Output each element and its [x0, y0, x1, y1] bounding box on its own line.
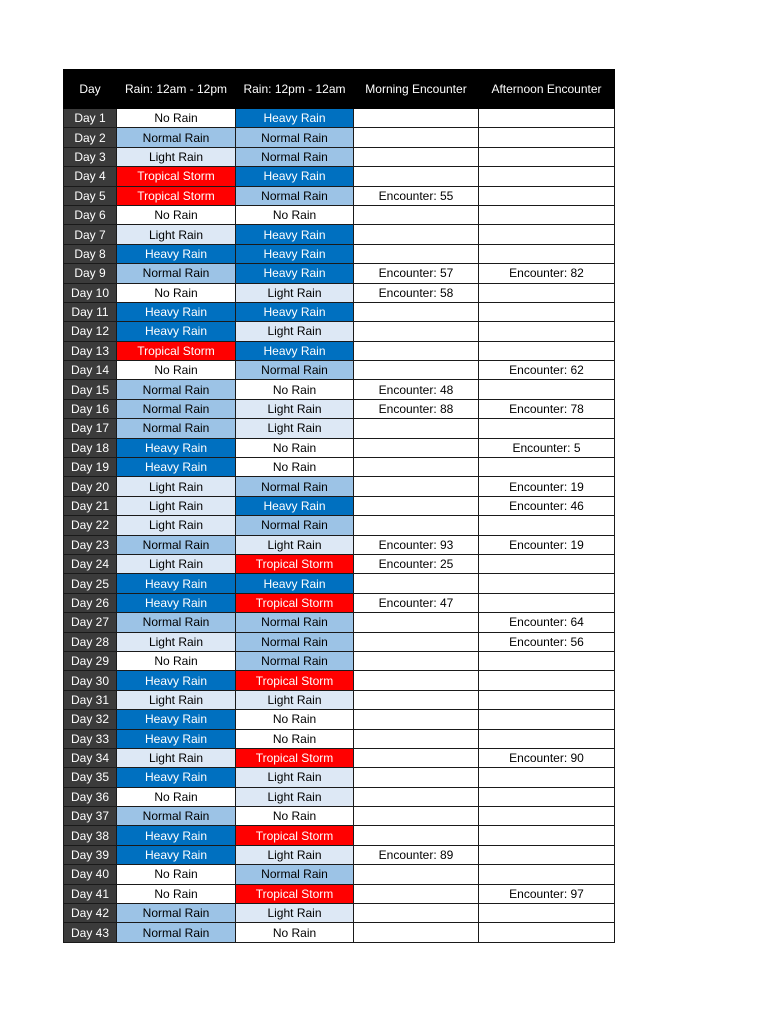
afternoon-encounter-cell — [479, 807, 615, 826]
rain-morning-cell: Heavy Rain — [117, 244, 236, 263]
afternoon-encounter-cell: Encounter: 19 — [479, 477, 615, 496]
day-cell: Day 23 — [64, 535, 117, 554]
table-row — [64, 264, 615, 283]
afternoon-encounter-cell — [479, 710, 615, 729]
afternoon-encounter-cell — [479, 167, 615, 186]
table-row — [64, 845, 615, 864]
afternoon-encounter-cell — [479, 225, 615, 244]
rain-morning-cell: Light Rain — [117, 496, 236, 515]
table-row — [64, 361, 615, 380]
table-row — [64, 651, 615, 670]
morning-encounter-cell — [354, 826, 479, 845]
rain-morning-cell: Light Rain — [117, 554, 236, 573]
header-morning-encounter: Morning Encounter — [354, 70, 479, 109]
table-row — [64, 458, 615, 477]
rain-afternoon-cell: No Rain — [236, 458, 354, 477]
morning-encounter-cell — [354, 884, 479, 903]
rain-morning-cell: Heavy Rain — [117, 729, 236, 748]
day-cell: Day 12 — [64, 322, 117, 341]
header-day: Day — [64, 70, 117, 109]
table-row — [64, 554, 615, 573]
rain-afternoon-cell: Normal Rain — [236, 477, 354, 496]
day-cell: Day 38 — [64, 826, 117, 845]
afternoon-encounter-cell — [479, 380, 615, 399]
rain-morning-cell: Normal Rain — [117, 535, 236, 554]
day-cell: Day 25 — [64, 574, 117, 593]
day-cell: Day 27 — [64, 613, 117, 632]
table-row — [64, 109, 615, 128]
rain-morning-cell: Normal Rain — [117, 128, 236, 147]
day-cell: Day 39 — [64, 845, 117, 864]
rain-afternoon-cell: Light Rain — [236, 419, 354, 438]
day-cell: Day 17 — [64, 419, 117, 438]
rain-afternoon-cell: Normal Rain — [236, 128, 354, 147]
weather-encounter-table — [63, 69, 615, 943]
rain-afternoon-cell: Heavy Rain — [236, 244, 354, 263]
day-cell: Day 6 — [64, 205, 117, 224]
day-cell: Day 29 — [64, 651, 117, 670]
table-row — [64, 128, 615, 147]
table-row — [64, 302, 615, 321]
afternoon-encounter-cell — [479, 419, 615, 438]
morning-encounter-cell — [354, 458, 479, 477]
rain-morning-cell: Tropical Storm — [117, 341, 236, 360]
afternoon-encounter-cell — [479, 593, 615, 612]
rain-afternoon-cell: Light Rain — [236, 768, 354, 787]
afternoon-encounter-cell — [479, 283, 615, 302]
day-cell: Day 42 — [64, 904, 117, 923]
rain-morning-cell: Heavy Rain — [117, 826, 236, 845]
rain-afternoon-cell: No Rain — [236, 729, 354, 748]
day-cell: Day 43 — [64, 923, 117, 942]
rain-morning-cell: Normal Rain — [117, 904, 236, 923]
morning-encounter-cell — [354, 690, 479, 709]
rain-afternoon-cell: Heavy Rain — [236, 109, 354, 128]
rain-morning-cell: Normal Rain — [117, 923, 236, 942]
morning-encounter-cell: Encounter: 48 — [354, 380, 479, 399]
table-row — [64, 574, 615, 593]
rain-afternoon-cell: Normal Rain — [236, 147, 354, 166]
afternoon-encounter-cell: Encounter: 46 — [479, 496, 615, 515]
morning-encounter-cell — [354, 613, 479, 632]
rain-afternoon-cell: Light Rain — [236, 322, 354, 341]
day-cell: Day 24 — [64, 554, 117, 573]
morning-encounter-cell: Encounter: 89 — [354, 845, 479, 864]
morning-encounter-cell — [354, 302, 479, 321]
morning-encounter-cell — [354, 710, 479, 729]
rain-morning-cell: No Rain — [117, 787, 236, 806]
afternoon-encounter-cell — [479, 768, 615, 787]
afternoon-encounter-cell: Encounter: 56 — [479, 632, 615, 651]
rain-morning-cell: Heavy Rain — [117, 574, 236, 593]
morning-encounter-cell — [354, 632, 479, 651]
table-row — [64, 807, 615, 826]
header-rain-afternoon: Rain: 12pm - 12am — [236, 70, 354, 109]
morning-encounter-cell — [354, 904, 479, 923]
table-row — [64, 186, 615, 205]
afternoon-encounter-cell — [479, 651, 615, 670]
afternoon-encounter-cell: Encounter: 5 — [479, 438, 615, 457]
day-cell: Day 35 — [64, 768, 117, 787]
afternoon-encounter-cell — [479, 109, 615, 128]
day-cell: Day 28 — [64, 632, 117, 651]
morning-encounter-cell — [354, 787, 479, 806]
table-row — [64, 904, 615, 923]
morning-encounter-cell: Encounter: 93 — [354, 535, 479, 554]
table-row — [64, 167, 615, 186]
rain-afternoon-cell: Heavy Rain — [236, 225, 354, 244]
table-row — [64, 322, 615, 341]
rain-afternoon-cell: No Rain — [236, 205, 354, 224]
afternoon-encounter-cell — [479, 923, 615, 942]
afternoon-encounter-cell — [479, 729, 615, 748]
table-row — [64, 593, 615, 612]
day-cell: Day 11 — [64, 302, 117, 321]
table-row — [64, 768, 615, 787]
rain-morning-cell: Normal Rain — [117, 380, 236, 399]
rain-morning-cell: Heavy Rain — [117, 710, 236, 729]
table-row — [64, 477, 615, 496]
afternoon-encounter-cell — [479, 458, 615, 477]
rain-morning-cell: Light Rain — [117, 147, 236, 166]
morning-encounter-cell — [354, 438, 479, 457]
day-cell: Day 36 — [64, 787, 117, 806]
rain-morning-cell: Normal Rain — [117, 419, 236, 438]
afternoon-encounter-cell: Encounter: 64 — [479, 613, 615, 632]
afternoon-encounter-cell — [479, 205, 615, 224]
day-cell: Day 20 — [64, 477, 117, 496]
table-row — [64, 419, 615, 438]
rain-afternoon-cell: Normal Rain — [236, 613, 354, 632]
morning-encounter-cell — [354, 225, 479, 244]
table-row — [64, 283, 615, 302]
table-row — [64, 826, 615, 845]
rain-afternoon-cell: Tropical Storm — [236, 593, 354, 612]
rain-morning-cell: Light Rain — [117, 748, 236, 767]
afternoon-encounter-cell — [479, 128, 615, 147]
day-cell: Day 10 — [64, 283, 117, 302]
day-cell: Day 5 — [64, 186, 117, 205]
morning-encounter-cell — [354, 671, 479, 690]
rain-morning-cell: Heavy Rain — [117, 593, 236, 612]
afternoon-encounter-cell — [479, 302, 615, 321]
table-row — [64, 632, 615, 651]
rain-morning-cell: No Rain — [117, 865, 236, 884]
day-cell: Day 14 — [64, 361, 117, 380]
rain-morning-cell: No Rain — [117, 884, 236, 903]
morning-encounter-cell — [354, 865, 479, 884]
morning-encounter-cell — [354, 341, 479, 360]
afternoon-encounter-cell: Encounter: 82 — [479, 264, 615, 283]
rain-afternoon-cell: Tropical Storm — [236, 748, 354, 767]
rain-afternoon-cell: Tropical Storm — [236, 671, 354, 690]
afternoon-encounter-cell — [479, 516, 615, 535]
rain-morning-cell: Light Rain — [117, 225, 236, 244]
day-cell: Day 19 — [64, 458, 117, 477]
afternoon-encounter-cell — [479, 574, 615, 593]
table-row — [64, 690, 615, 709]
table-row — [64, 748, 615, 767]
rain-morning-cell: No Rain — [117, 361, 236, 380]
table-row — [64, 923, 615, 942]
rain-morning-cell: Normal Rain — [117, 399, 236, 418]
morning-encounter-cell — [354, 322, 479, 341]
rain-morning-cell: Heavy Rain — [117, 322, 236, 341]
rain-afternoon-cell: Heavy Rain — [236, 496, 354, 515]
header-rain-morning: Rain: 12am - 12pm — [117, 70, 236, 109]
day-cell: Day 32 — [64, 710, 117, 729]
rain-afternoon-cell: No Rain — [236, 438, 354, 457]
table-row — [64, 710, 615, 729]
rain-afternoon-cell: No Rain — [236, 710, 354, 729]
morning-encounter-cell — [354, 361, 479, 380]
afternoon-encounter-cell: Encounter: 62 — [479, 361, 615, 380]
day-cell: Day 4 — [64, 167, 117, 186]
rain-afternoon-cell: Normal Rain — [236, 516, 354, 535]
header-afternoon-encounter: Afternoon Encounter — [479, 70, 615, 109]
afternoon-encounter-cell — [479, 322, 615, 341]
afternoon-encounter-cell — [479, 147, 615, 166]
rain-afternoon-cell: Heavy Rain — [236, 302, 354, 321]
rain-afternoon-cell: Heavy Rain — [236, 167, 354, 186]
morning-encounter-cell — [354, 147, 479, 166]
rain-afternoon-cell: Light Rain — [236, 904, 354, 923]
day-cell: Day 16 — [64, 399, 117, 418]
morning-encounter-cell — [354, 768, 479, 787]
rain-morning-cell: No Rain — [117, 205, 236, 224]
morning-encounter-cell — [354, 477, 479, 496]
rain-afternoon-cell: Light Rain — [236, 787, 354, 806]
day-cell: Day 21 — [64, 496, 117, 515]
afternoon-encounter-cell — [479, 554, 615, 573]
rain-afternoon-cell: Normal Rain — [236, 651, 354, 670]
afternoon-encounter-cell — [479, 186, 615, 205]
table-row — [64, 865, 615, 884]
morning-encounter-cell — [354, 167, 479, 186]
morning-encounter-cell: Encounter: 25 — [354, 554, 479, 573]
header-row — [64, 70, 615, 109]
rain-morning-cell: Normal Rain — [117, 613, 236, 632]
rain-afternoon-cell: Light Rain — [236, 283, 354, 302]
rain-morning-cell: Heavy Rain — [117, 845, 236, 864]
table-row — [64, 205, 615, 224]
day-cell: Day 22 — [64, 516, 117, 535]
afternoon-encounter-cell — [479, 787, 615, 806]
day-cell: Day 15 — [64, 380, 117, 399]
rain-afternoon-cell: Heavy Rain — [236, 341, 354, 360]
table-row — [64, 671, 615, 690]
rain-afternoon-cell: Tropical Storm — [236, 554, 354, 573]
rain-morning-cell: Light Rain — [117, 690, 236, 709]
table-body — [64, 109, 615, 943]
afternoon-encounter-cell — [479, 865, 615, 884]
rain-afternoon-cell: No Rain — [236, 923, 354, 942]
table-row — [64, 399, 615, 418]
afternoon-encounter-cell: Encounter: 19 — [479, 535, 615, 554]
table-row — [64, 438, 615, 457]
rain-afternoon-cell: Normal Rain — [236, 361, 354, 380]
day-cell: Day 3 — [64, 147, 117, 166]
rain-morning-cell: Tropical Storm — [117, 186, 236, 205]
table-row — [64, 244, 615, 263]
rain-afternoon-cell: Tropical Storm — [236, 884, 354, 903]
day-cell: Day 34 — [64, 748, 117, 767]
rain-afternoon-cell: Light Rain — [236, 535, 354, 554]
rain-morning-cell: Tropical Storm — [117, 167, 236, 186]
day-cell: Day 26 — [64, 593, 117, 612]
day-cell: Day 8 — [64, 244, 117, 263]
morning-encounter-cell — [354, 651, 479, 670]
afternoon-encounter-cell — [479, 671, 615, 690]
day-cell: Day 9 — [64, 264, 117, 283]
rain-morning-cell: Heavy Rain — [117, 768, 236, 787]
day-cell: Day 33 — [64, 729, 117, 748]
afternoon-encounter-cell: Encounter: 97 — [479, 884, 615, 903]
table-row — [64, 496, 615, 515]
day-cell: Day 31 — [64, 690, 117, 709]
rain-morning-cell: No Rain — [117, 651, 236, 670]
day-cell: Day 7 — [64, 225, 117, 244]
table-row — [64, 729, 615, 748]
afternoon-encounter-cell — [479, 244, 615, 263]
morning-encounter-cell: Encounter: 88 — [354, 399, 479, 418]
day-cell: Day 2 — [64, 128, 117, 147]
rain-morning-cell: Light Rain — [117, 516, 236, 535]
table-row — [64, 787, 615, 806]
morning-encounter-cell — [354, 128, 479, 147]
afternoon-encounter-cell — [479, 904, 615, 923]
rain-afternoon-cell: No Rain — [236, 807, 354, 826]
day-cell: Day 41 — [64, 884, 117, 903]
morning-encounter-cell — [354, 748, 479, 767]
rain-morning-cell: Heavy Rain — [117, 458, 236, 477]
rain-afternoon-cell: Light Rain — [236, 845, 354, 864]
day-cell: Day 13 — [64, 341, 117, 360]
rain-morning-cell: Heavy Rain — [117, 438, 236, 457]
morning-encounter-cell — [354, 419, 479, 438]
afternoon-encounter-cell — [479, 826, 615, 845]
afternoon-encounter-cell: Encounter: 90 — [479, 748, 615, 767]
day-cell: Day 18 — [64, 438, 117, 457]
table-row — [64, 535, 615, 554]
morning-encounter-cell: Encounter: 55 — [354, 186, 479, 205]
table-row — [64, 380, 615, 399]
afternoon-encounter-cell — [479, 690, 615, 709]
rain-morning-cell: Normal Rain — [117, 807, 236, 826]
rain-afternoon-cell: Heavy Rain — [236, 264, 354, 283]
table-header — [64, 70, 615, 109]
rain-morning-cell: No Rain — [117, 283, 236, 302]
rain-afternoon-cell: Normal Rain — [236, 865, 354, 884]
morning-encounter-cell: Encounter: 47 — [354, 593, 479, 612]
morning-encounter-cell: Encounter: 58 — [354, 283, 479, 302]
table-row — [64, 341, 615, 360]
morning-encounter-cell — [354, 205, 479, 224]
morning-encounter-cell — [354, 244, 479, 263]
rain-afternoon-cell: Heavy Rain — [236, 574, 354, 593]
rain-afternoon-cell: No Rain — [236, 380, 354, 399]
morning-encounter-cell — [354, 729, 479, 748]
rain-morning-cell: Heavy Rain — [117, 671, 236, 690]
morning-encounter-cell — [354, 109, 479, 128]
table-row — [64, 147, 615, 166]
table-row — [64, 225, 615, 244]
morning-encounter-cell — [354, 923, 479, 942]
morning-encounter-cell — [354, 574, 479, 593]
table-row — [64, 516, 615, 535]
day-cell: Day 37 — [64, 807, 117, 826]
morning-encounter-cell — [354, 516, 479, 535]
rain-afternoon-cell: Light Rain — [236, 690, 354, 709]
day-cell: Day 1 — [64, 109, 117, 128]
table-row — [64, 884, 615, 903]
afternoon-encounter-cell: Encounter: 78 — [479, 399, 615, 418]
day-cell: Day 30 — [64, 671, 117, 690]
rain-morning-cell: Heavy Rain — [117, 302, 236, 321]
rain-afternoon-cell: Light Rain — [236, 399, 354, 418]
rain-morning-cell: Normal Rain — [117, 264, 236, 283]
rain-afternoon-cell: Normal Rain — [236, 632, 354, 651]
rain-afternoon-cell: Normal Rain — [236, 186, 354, 205]
morning-encounter-cell — [354, 807, 479, 826]
afternoon-encounter-cell — [479, 341, 615, 360]
afternoon-encounter-cell — [479, 845, 615, 864]
rain-morning-cell: Light Rain — [117, 632, 236, 651]
rain-morning-cell: Light Rain — [117, 477, 236, 496]
morning-encounter-cell: Encounter: 57 — [354, 264, 479, 283]
table-row — [64, 613, 615, 632]
day-cell: Day 40 — [64, 865, 117, 884]
morning-encounter-cell — [354, 496, 479, 515]
rain-morning-cell: No Rain — [117, 109, 236, 128]
rain-afternoon-cell: Tropical Storm — [236, 826, 354, 845]
